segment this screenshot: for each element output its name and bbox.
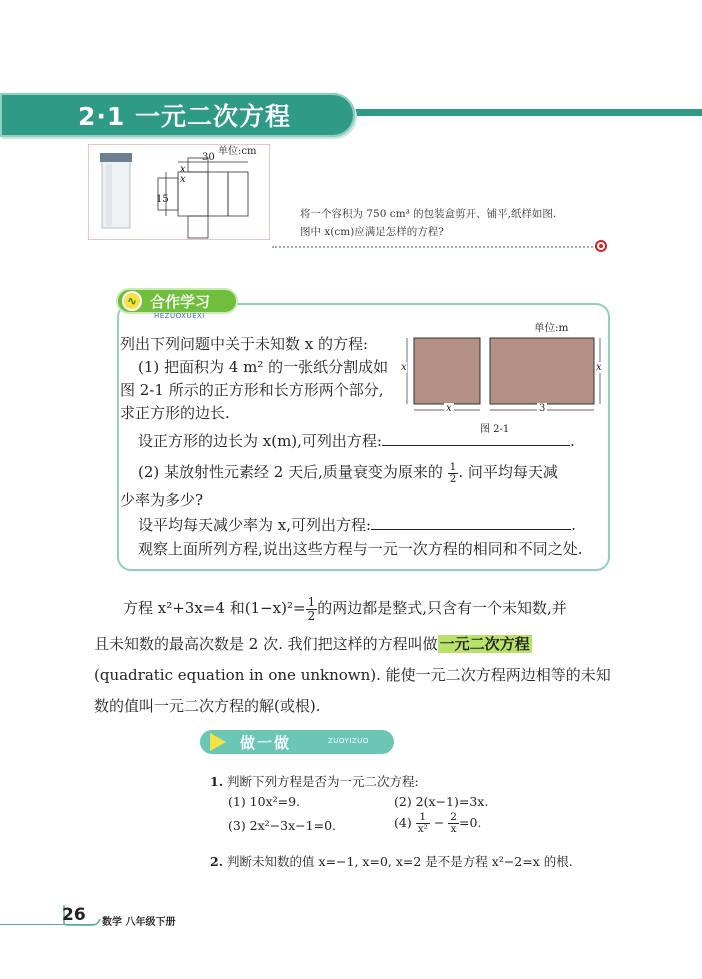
ex1-b: (2) 2(x−1)=3x. bbox=[394, 794, 489, 809]
fig21-caption: 图 2-1 bbox=[480, 424, 510, 435]
section-title: 2·1 一元二次方程 bbox=[78, 102, 291, 131]
ex1-d-post: =0. bbox=[458, 815, 482, 830]
dim-30: 30 bbox=[202, 152, 215, 163]
def-l1b: 的两边都是整式,只含有一个未知数,并 bbox=[317, 599, 567, 617]
page-number: 26 bbox=[62, 905, 86, 925]
def-frac-den: 2 bbox=[307, 608, 316, 623]
coop-line6 bbox=[138, 461, 558, 485]
intro-caption-line2: 图中 x(cm)应满足怎样的方程? bbox=[300, 226, 444, 238]
ex1-d-d1: x² bbox=[417, 823, 428, 835]
coop-pinyin: HEZUOXUEXI bbox=[154, 312, 205, 320]
fraction-half bbox=[448, 462, 459, 485]
rectangle-region bbox=[490, 338, 594, 404]
square-region bbox=[414, 338, 480, 404]
ex1-text: 判断下列方程是否为一元二次方程: bbox=[227, 774, 419, 789]
def-fraction bbox=[306, 596, 318, 623]
coop-line6-post: . 问平均每天减 bbox=[458, 463, 558, 481]
do-it-banner bbox=[200, 730, 394, 756]
definition-line4: 数的值叫一元二次方程的解(或根). bbox=[94, 697, 321, 715]
def-l2a: 且未知数的最高次数是 2 次. 我们把这样的方程叫做 bbox=[94, 635, 438, 653]
intro-unit: 单位:cm bbox=[218, 146, 257, 157]
definition-line3: (quadratic equation in one unknown). 能使一元二次方程两边相等的未知 bbox=[94, 666, 611, 684]
target-icon bbox=[595, 240, 607, 252]
coop-line8 bbox=[138, 514, 576, 537]
intro-figure bbox=[88, 144, 270, 240]
doit-pinyin: ZUOYIZUO bbox=[328, 737, 369, 745]
ex1-d bbox=[394, 812, 481, 835]
section-header bbox=[0, 93, 702, 141]
exercise-1 bbox=[210, 772, 419, 792]
coop-line2: (1) 把面积为 4 m² 的一张纸分割成如 bbox=[138, 358, 389, 376]
fig21-unit: 单位:m bbox=[534, 322, 569, 334]
coop-line8-text: 设平均每天减少率为 x,可列出方程: bbox=[138, 516, 372, 534]
ex1-a: (1) 10x²=9. bbox=[228, 794, 301, 809]
fig21-right-x: x bbox=[596, 362, 602, 373]
ex1-d-label: (4) bbox=[394, 815, 412, 830]
frac-num: 1 bbox=[449, 460, 457, 473]
ex1-d-minus: − bbox=[433, 815, 445, 830]
ex1-number: 1. bbox=[210, 774, 224, 789]
term-highlight: 一元二次方程 bbox=[439, 635, 530, 653]
intro-caption-line1: 将一个容积为 750 cm³ 的包装盒剪开、铺平,纸样如图. bbox=[300, 208, 557, 220]
def-l1a: 方程 x²+3x=4 和(1−x)²= bbox=[123, 599, 306, 617]
ex1-d-frac1 bbox=[416, 812, 430, 835]
coop-line5-text: 设正方形的边长为 x(m),可列出方程: bbox=[138, 432, 382, 450]
coop-line7: 少率为多少? bbox=[120, 491, 204, 509]
answer-blank-2[interactable] bbox=[371, 515, 571, 530]
book-title: 数学 八年级下册 bbox=[102, 917, 176, 928]
coop-line6-pre: (2) 某放射性元素经 2 天后,质量衰变为原来的 bbox=[138, 463, 443, 481]
fig21-bottom-3: 3 bbox=[539, 403, 546, 414]
ex1-d-d2: x bbox=[450, 823, 457, 835]
definition-line2 bbox=[94, 628, 532, 660]
coop-line9: 观察上面所列方程,说出这些方程与一元一次方程的相同和不同之处. bbox=[138, 540, 583, 558]
dotted-divider bbox=[272, 246, 600, 248]
doit-title: 做一做 bbox=[240, 734, 292, 752]
figure-2-1 bbox=[398, 320, 606, 438]
ex1-d-n1: 1 bbox=[416, 812, 430, 824]
frac-den: 2 bbox=[449, 472, 457, 485]
ex2-number: 2. bbox=[210, 854, 224, 869]
coop-line1: 列出下列问题中关于未知数 x 的方程: bbox=[120, 335, 369, 353]
play-icon bbox=[210, 733, 226, 751]
dim-x-top: x bbox=[180, 164, 186, 175]
coop-title: 合作学习 bbox=[150, 293, 211, 311]
def-frac-num: 1 bbox=[307, 594, 316, 609]
dim-x-side: x bbox=[180, 174, 186, 185]
coop-line8-end: . bbox=[571, 516, 576, 534]
package-net-diagram bbox=[88, 144, 270, 240]
definition-line1 bbox=[123, 592, 567, 624]
exercise-2 bbox=[210, 852, 573, 872]
box-illustration bbox=[100, 153, 132, 228]
dim-15: 15 bbox=[156, 194, 169, 205]
wave-icon: ∿ bbox=[122, 291, 142, 311]
ex1-c: (3) 2x²−3x−1=0. bbox=[228, 818, 336, 833]
intro-caption bbox=[300, 205, 620, 241]
coop-line3: 图 2-1 所示的正方形和长方形两个部分, bbox=[120, 381, 384, 399]
coop-line5-end: . bbox=[569, 432, 575, 450]
ex1-d-frac2 bbox=[448, 812, 459, 835]
fig21-bottom-x: x bbox=[446, 403, 452, 414]
coop-study-badge bbox=[118, 290, 236, 320]
ex2-text: 判断未知数的值 x=−1, x=0, x=2 是不是方程 x²−2=x 的根. bbox=[227, 854, 573, 869]
fig21-left-x: x bbox=[401, 362, 407, 373]
ex1-d-n2: 2 bbox=[450, 811, 457, 823]
coop-line4: 求正方形的边长. bbox=[120, 404, 230, 422]
